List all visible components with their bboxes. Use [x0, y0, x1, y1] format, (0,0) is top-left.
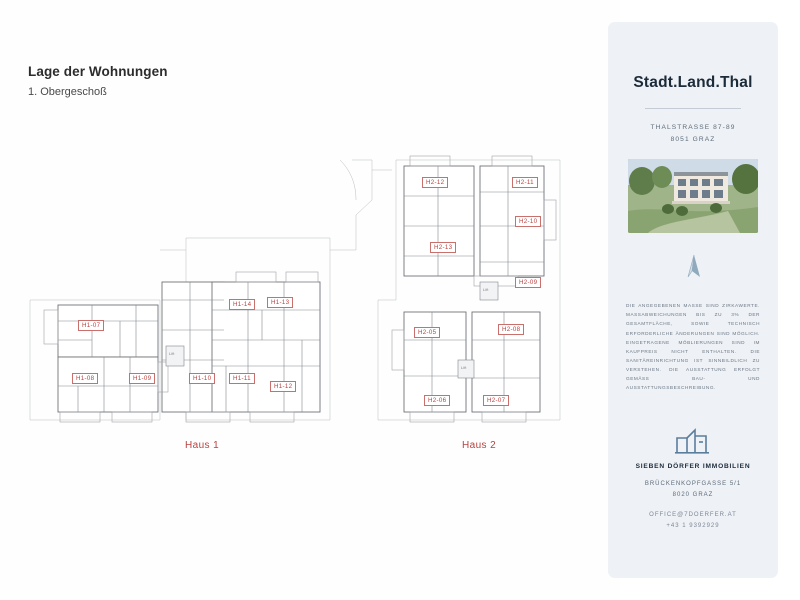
- lift-label: Lift: [461, 366, 467, 370]
- company-phone[interactable]: +43 1 9392929: [666, 522, 720, 529]
- unit-label[interactable]: H2-11: [512, 177, 538, 188]
- unit-label[interactable]: H2-13: [430, 242, 456, 253]
- lift-label: Lift: [483, 288, 489, 292]
- project-photo: [628, 159, 758, 233]
- unit-label[interactable]: H1-10: [189, 373, 215, 384]
- unit-label[interactable]: H2-06: [424, 395, 450, 406]
- company-address-line1: BRÜCKENKOPFGASSE 5/1: [644, 480, 742, 487]
- house-label-1: Haus 1: [185, 440, 220, 451]
- project-address: [608, 122, 778, 145]
- unit-label[interactable]: H1-07: [78, 320, 104, 331]
- unit-label[interactable]: H2-10: [515, 216, 541, 227]
- divider: [645, 108, 741, 109]
- project-brand-title: Stadt.Land.Thal: [633, 74, 753, 91]
- sieben-doerfer-logo-icon: [673, 425, 713, 455]
- unit-label[interactable]: H1-14: [229, 299, 255, 310]
- unit-label[interactable]: H1-13: [267, 297, 293, 308]
- unit-label[interactable]: H1-09: [129, 373, 155, 384]
- project-address-line1: THALSTRASSE 87-89: [650, 124, 736, 131]
- company-contact: [608, 510, 778, 532]
- company-address: [608, 479, 778, 501]
- unit-label[interactable]: H1-12: [270, 381, 296, 392]
- page-subtitle: 1. Obergeschoß: [28, 86, 107, 98]
- company-name: SIEBEN DÖRFER IMMOBILIEN: [635, 462, 751, 470]
- legal-disclaimer: DIE ANGEGEBENEN MASSE SIND ZIRKAWERTE. MASSABWEICHUNGEN BIS ZU 3% DER GESAMTFLÄCHE, SOWIE TECHNISCH ERFORDERLICHE ÄNDERUNGEN SIND MÖGLICH. EINGETRAGENE MÖBLIERUNGEN SIND IM KAUFPREIS NICHT ENTHALTEN. DIE SANITÄREINRICHTUNG IST SINNBILDLICH ZU VERSTEHEN. DIE AUSSTATTUNG ERFOLGT GEMÄSS BAU- UND AUSSTATTUNGSBESCHREIBUNG.: [626, 303, 760, 391]
- company-logo: [673, 425, 713, 455]
- unit-label[interactable]: H2-05: [414, 327, 440, 338]
- company-address-line2: 8020 GRAZ: [672, 491, 714, 498]
- unit-label[interactable]: H2-09: [515, 277, 541, 288]
- project-address-line2: 8051 GRAZ: [670, 135, 716, 143]
- unit-label[interactable]: H2-07: [483, 395, 509, 406]
- north-arrow-icon: [628, 251, 758, 285]
- unit-label[interactable]: H1-11: [229, 373, 255, 384]
- page-title: Lage der Wohnungen: [28, 64, 168, 79]
- unit-label[interactable]: H1-08: [72, 373, 98, 384]
- company-email[interactable]: OFFICE@7DOERFER.AT: [649, 511, 737, 518]
- project-rendering-illustration: [628, 159, 758, 233]
- info-panel: [608, 22, 778, 578]
- unit-label[interactable]: H2-08: [498, 324, 524, 335]
- house-label-2: Haus 2: [462, 440, 497, 451]
- lift-label: Lift: [169, 352, 175, 356]
- unit-label[interactable]: H2-12: [422, 177, 448, 188]
- compass: [628, 251, 758, 285]
